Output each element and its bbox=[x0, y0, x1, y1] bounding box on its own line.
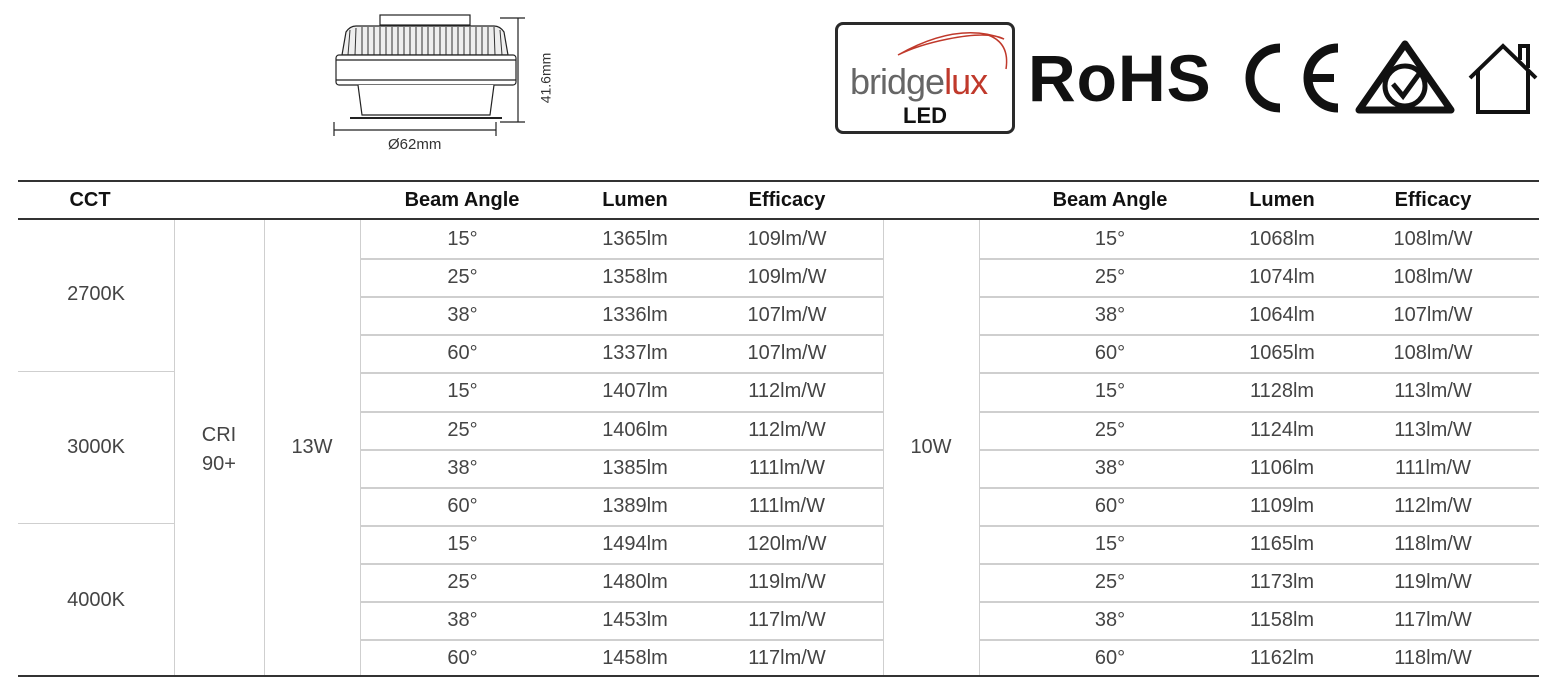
header-efficacy-10w: Efficacy bbox=[1394, 189, 1472, 211]
lumen-13w-cell: 1365lm bbox=[602, 228, 668, 250]
efficacy-13w-cell: 117lm/W bbox=[748, 609, 826, 631]
beam-angle-13w-cell: 25° bbox=[447, 266, 478, 289]
diameter-label: Ø62mm bbox=[388, 136, 442, 153]
group-separator bbox=[18, 523, 174, 524]
efficacy-10w-cell: 112lm/W bbox=[1394, 494, 1472, 517]
beam-angle-13w-cell: 15° bbox=[447, 380, 478, 403]
efficacy-10w-cell: 117lm/W bbox=[1394, 609, 1472, 631]
efficacy-13w-cell: 112lm/W bbox=[748, 418, 826, 441]
efficacy-13w-cell: 119lm/W bbox=[748, 570, 826, 593]
beam-angle-13w-cell: 15° bbox=[447, 532, 478, 555]
efficacy-13w-cell: 111lm/W bbox=[749, 456, 825, 479]
lumen-13w-cell: 1336lm bbox=[602, 304, 668, 327]
height-label: 41.6mm bbox=[537, 52, 554, 104]
beam-angle-10w-cell: 38° bbox=[1094, 609, 1126, 631]
header-cct: CCT bbox=[69, 189, 111, 211]
efficacy-10w-cell: 119lm/W bbox=[1394, 570, 1472, 593]
bridgelux-logo bbox=[835, 22, 1015, 134]
header-beam-angle-13w: Beam Angle bbox=[404, 189, 520, 211]
lumen-13w-cell: 1494lm bbox=[602, 532, 668, 555]
lumen-13w-cell: 1337lm bbox=[602, 342, 668, 365]
lumen-13w-cell: 1389lm bbox=[602, 494, 668, 517]
lumen-10w-cell: 1106lm bbox=[1249, 456, 1315, 479]
ce-mark-icon bbox=[1240, 40, 1345, 115]
lumen-13w-cell: 1358lm bbox=[602, 266, 668, 289]
cct-3000k: 3000K bbox=[67, 436, 125, 458]
lumen-13w-cell: 1385lm bbox=[602, 456, 668, 479]
lumen-13w-cell: 1480lm bbox=[602, 570, 668, 593]
efficacy-13w-cell: 107lm/W bbox=[747, 342, 827, 365]
lumen-13w-cell: 1458lm bbox=[602, 647, 668, 670]
beam-angle-13w-cell: 15° bbox=[447, 228, 478, 250]
beam-angle-10w-cell: 38° bbox=[1094, 456, 1126, 479]
beam-angle-13w-cell: 60° bbox=[447, 494, 478, 517]
efficacy-10w-cell: 113lm/W bbox=[1394, 418, 1472, 441]
beam-angle-13w-cell: 38° bbox=[447, 456, 478, 479]
lumen-10w-cell: 1128lm bbox=[1249, 380, 1315, 403]
header-beam-angle-10w: Beam Angle bbox=[1052, 189, 1168, 211]
beam-angle-10w-cell: 25° bbox=[1094, 570, 1126, 593]
rohs-logo: RoHS bbox=[1028, 41, 1212, 115]
power-13w: 13W bbox=[291, 436, 333, 458]
lumen-10w-cell: 1068lm bbox=[1249, 228, 1315, 250]
lumen-10w-cell: 1124lm bbox=[1249, 418, 1315, 441]
column-divider bbox=[979, 220, 980, 675]
efficacy-10w-cell: 113lm/W bbox=[1394, 380, 1472, 403]
efficacy-10w-cell: 118lm/W bbox=[1394, 532, 1472, 555]
efficacy-13w-cell: 107lm/W bbox=[747, 304, 827, 327]
beam-angle-13w-cell: 25° bbox=[447, 570, 478, 593]
beam-angle-10w-cell: 15° bbox=[1094, 532, 1126, 555]
efficacy-10w-cell: 111lm/W bbox=[1395, 456, 1471, 479]
beam-angle-13w-cell: 60° bbox=[447, 342, 478, 365]
power-10w: 10W bbox=[910, 436, 952, 458]
efficacy-13w-cell: 109lm/W bbox=[747, 228, 827, 250]
cri-value: CRI 90+ bbox=[201, 424, 237, 475]
header-lumen-13w: Lumen bbox=[602, 189, 668, 211]
beam-angle-13w-cell: 60° bbox=[447, 647, 478, 670]
efficacy-10w-cell: 118lm/W bbox=[1394, 647, 1472, 670]
lumen-10w-cell: 1065lm bbox=[1249, 342, 1315, 365]
lumen-13w-cell: 1406lm bbox=[602, 418, 668, 441]
efficacy-10w-cell: 108lm/W bbox=[1393, 228, 1473, 250]
beam-angle-13w-cell: 25° bbox=[447, 418, 478, 441]
beam-angle-10w-cell: 60° bbox=[1094, 342, 1126, 365]
lumen-10w-cell: 1074lm bbox=[1249, 266, 1315, 289]
beam-angle-13w-cell: 38° bbox=[447, 609, 478, 631]
lumen-10w-cell: 1109lm bbox=[1249, 494, 1315, 517]
rcm-mark-icon bbox=[1355, 40, 1455, 115]
efficacy-13w-cell: 109lm/W bbox=[747, 266, 827, 289]
lumen-10w-cell: 1165lm bbox=[1249, 532, 1315, 555]
lumen-13w-cell: 1453lm bbox=[602, 609, 668, 631]
efficacy-10w-cell: 107lm/W bbox=[1393, 304, 1473, 327]
bridgelux-wordmark: bridgelux bbox=[850, 61, 988, 102]
lumen-10w-cell: 1158lm bbox=[1249, 609, 1315, 631]
beam-angle-10w-cell: 25° bbox=[1094, 266, 1126, 289]
header-lumen-10w: Lumen bbox=[1249, 189, 1315, 211]
beam-angle-10w-cell: 60° bbox=[1094, 647, 1126, 670]
beam-angle-10w-cell: 25° bbox=[1094, 418, 1126, 441]
efficacy-13w-cell: 117lm/W bbox=[748, 647, 826, 670]
beam-angle-13w-cell: 38° bbox=[447, 304, 478, 327]
beam-angle-10w-cell: 38° bbox=[1094, 304, 1126, 327]
beam-angle-10w-cell: 60° bbox=[1094, 494, 1126, 517]
lumen-10w-cell: 1064lm bbox=[1249, 304, 1315, 327]
column-divider bbox=[360, 220, 361, 675]
efficacy-13w-cell: 112lm/W bbox=[748, 380, 826, 403]
efficacy-10w-cell: 108lm/W bbox=[1393, 342, 1473, 365]
group-separator bbox=[18, 371, 174, 372]
cct-2700k: 2700K bbox=[67, 283, 125, 305]
lumen-10w-cell: 1173lm bbox=[1249, 570, 1315, 593]
lumen-10w-cell: 1162lm bbox=[1249, 647, 1315, 670]
bridgelux-led-label: LED bbox=[903, 103, 947, 128]
indoor-use-house-icon bbox=[1462, 40, 1544, 115]
efficacy-13w-cell: 120lm/W bbox=[747, 532, 827, 555]
lumen-13w-cell: 1407lm bbox=[602, 380, 668, 403]
efficacy-10w-cell: 108lm/W bbox=[1393, 266, 1473, 289]
cct-4000k: 4000K bbox=[67, 589, 125, 611]
header-efficacy-13w: Efficacy bbox=[748, 189, 826, 211]
efficacy-13w-cell: 111lm/W bbox=[749, 494, 825, 517]
beam-angle-10w-cell: 15° bbox=[1094, 228, 1126, 250]
beam-angle-10w-cell: 15° bbox=[1094, 380, 1126, 403]
